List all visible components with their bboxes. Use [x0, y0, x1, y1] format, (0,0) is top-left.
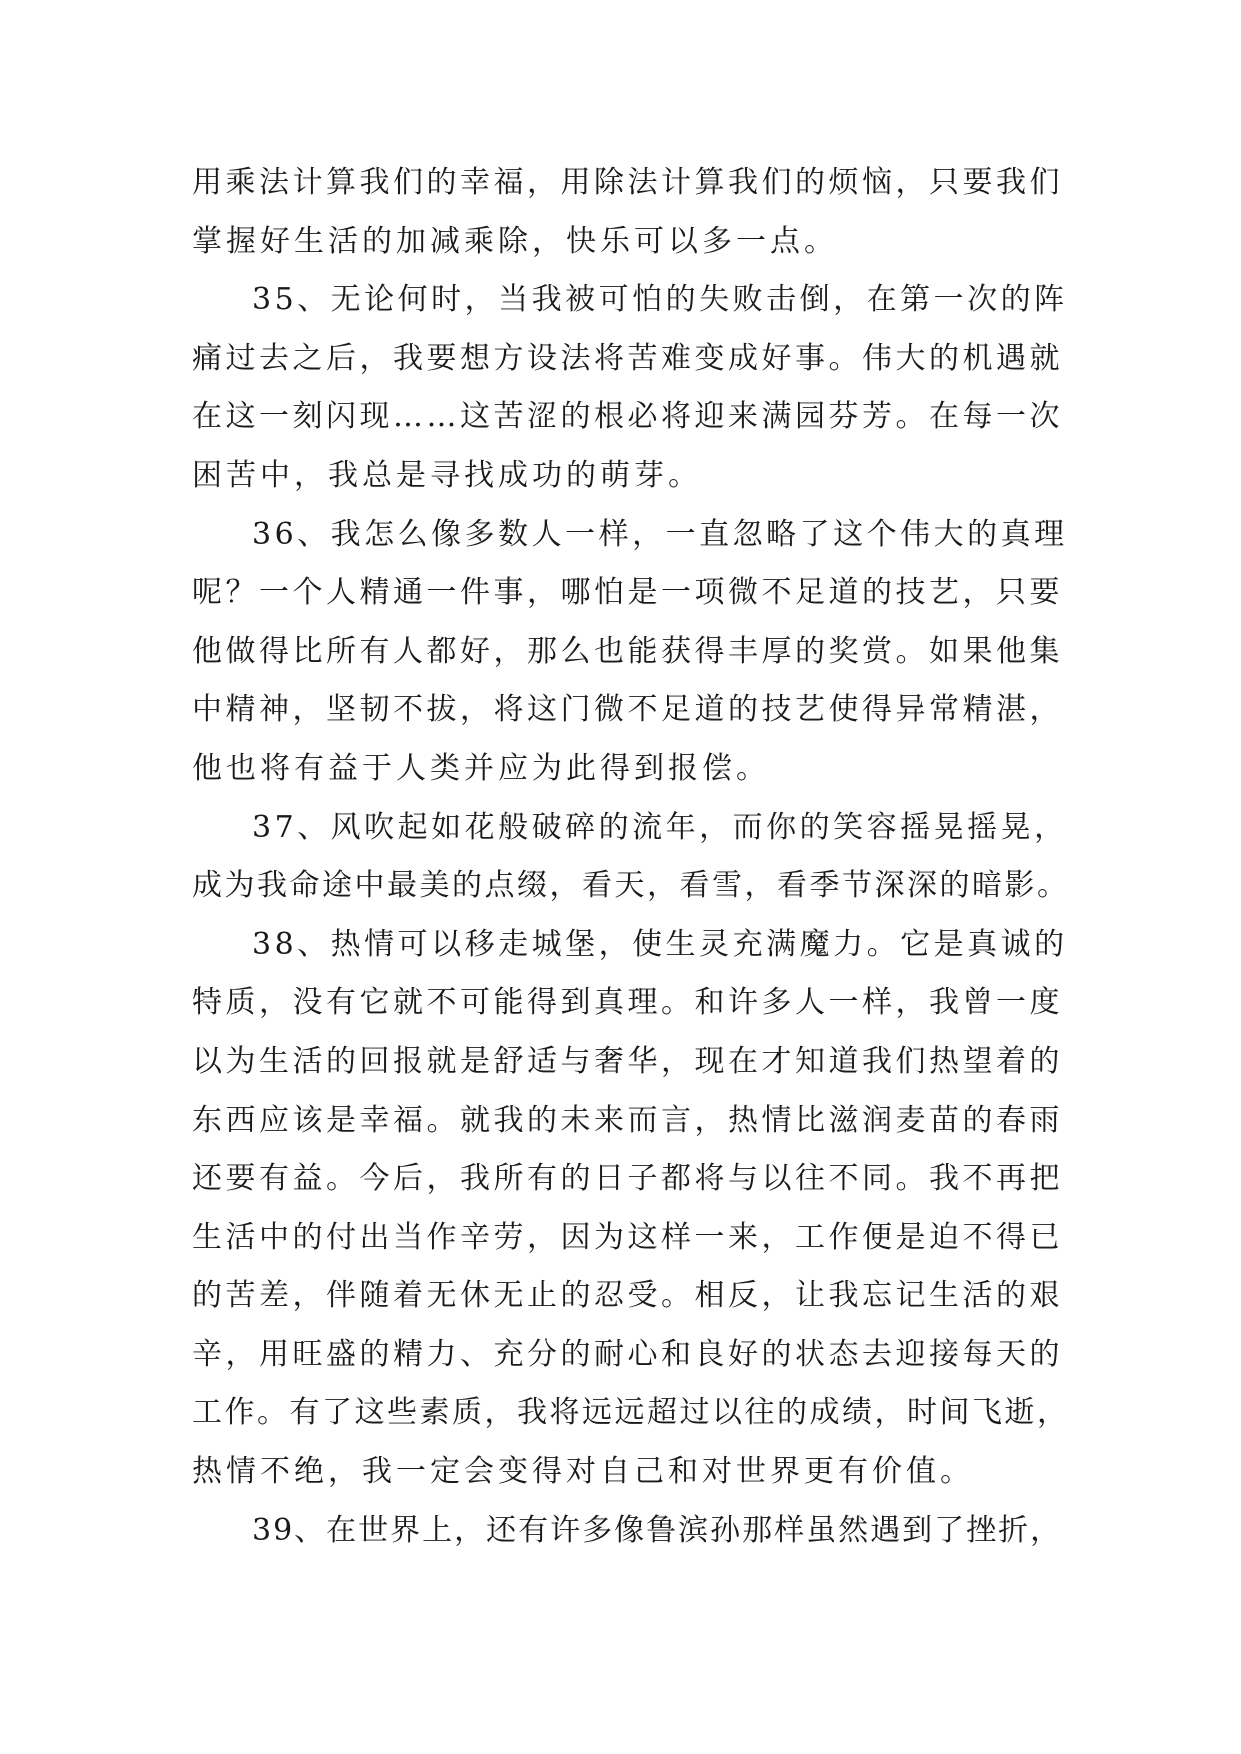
- text-line: 36、我怎么像多数人一样，一直忽略了这个伟大的真理: [252, 516, 1068, 552]
- text-line: 工作。有了这些素质，我将远远超过以往的成绩，时间飞逝，: [192, 1395, 1070, 1431]
- text-line: 39、在世界上，还有许多像鲁滨孙那样虽然遇到了挫折，: [252, 1512, 1063, 1548]
- body-text: [192, 154, 1072, 1560]
- text-line: 成为我命途中最美的点缀，看天，看雪，看季节深深的暗影。: [192, 868, 1070, 904]
- text-line: 东西应该是幸福。就我的未来而言，热情比滋润麦苗的春雨: [192, 1102, 1063, 1138]
- text-line: 的苦差，伴随着无休无止的忍受。相反，让我忘记生活的艰: [192, 1278, 1063, 1314]
- text-line: 呢？一个人精通一件事，哪怕是一项微不足道的技艺，只要: [192, 575, 1063, 611]
- text-line: 困苦中，我总是寻找成功的萌芽。: [192, 457, 702, 493]
- text-line: 用乘法计算我们的幸福，用除法计算我们的烦恼，只要我们: [192, 165, 1063, 200]
- text-line: 特质，没有它就不可能得到真理。和许多人一样，我曾一度: [192, 985, 1063, 1021]
- text-line: 掌握好生活的加减乘除，快乐可以多一点。: [192, 223, 838, 259]
- text-line: 他也将有益于人类并应为此得到报偿。: [192, 750, 770, 786]
- text-line: 热情不绝，我一定会变得对自己和对世界更有价值。: [192, 1454, 974, 1490]
- text-line: 37、风吹起如花般破碎的流年，而你的笑容摇晃摇晃，: [252, 809, 1068, 845]
- text-line: 以为生活的回报就是舒适与奢华，现在才知道我们热望着的: [192, 1043, 1063, 1079]
- text-line: 38、热情可以移走城堡，使生灵充满魔力。它是真诚的: [252, 926, 1068, 962]
- text-line: 痛过去之后，我要想方设法将苦难变成好事。伟大的机遇就: [192, 340, 1063, 376]
- text-line: 他做得比所有人都好，那么也能获得丰厚的奖赏。如果他集: [192, 633, 1063, 669]
- text-line: 生活中的付出当作辛劳，因为这样一来，工作便是迫不得已: [192, 1219, 1063, 1255]
- text-line: 在这一刻闪现……这苦涩的根必将迎来满园芬芳。在每一次: [192, 399, 1063, 435]
- text-line: 还要有益。今后，我所有的日子都将与以往不同。我不再把: [192, 1161, 1063, 1197]
- text-line: 35、无论何时，当我被可怕的失败击倒，在第一次的阵: [252, 282, 1068, 318]
- text-line: 辛，用旺盛的精力、充分的耐心和良好的状态去迎接每天的: [192, 1336, 1063, 1372]
- text-line: 中精神，坚韧不拔，将这门微不足道的技艺使得异常精湛，: [192, 692, 1063, 728]
